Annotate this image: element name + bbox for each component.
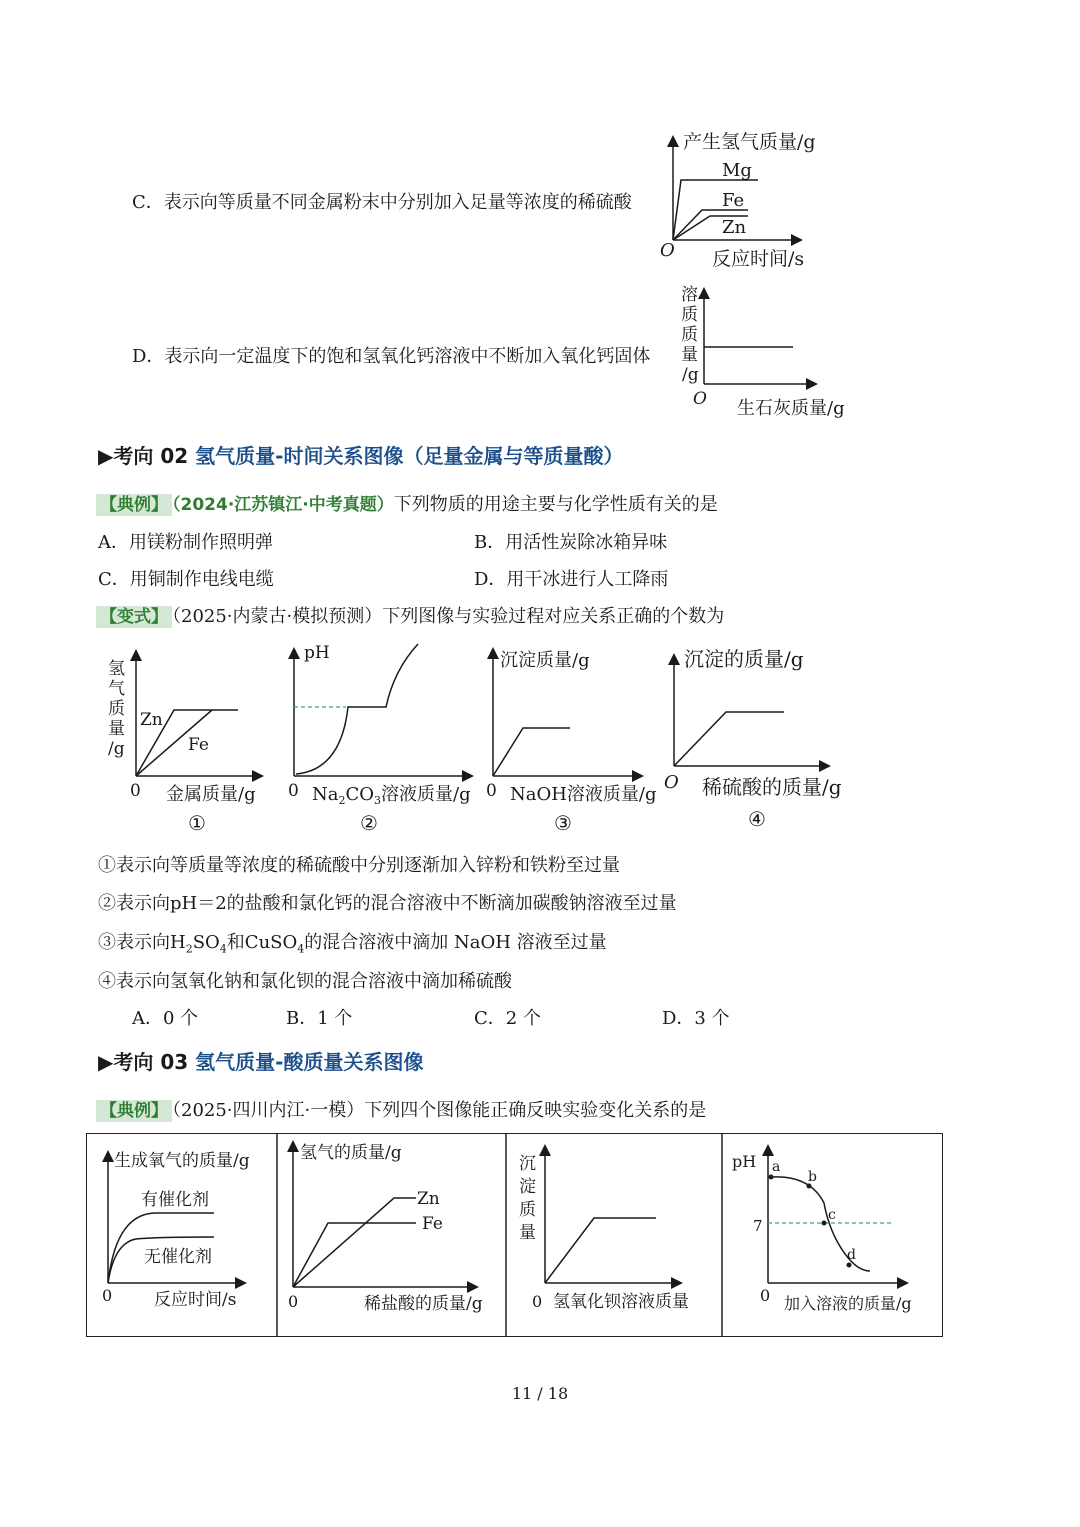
point-d (847, 1263, 852, 1268)
variant-tag: 【变式】 (96, 606, 172, 628)
label-a: a (772, 1159, 781, 1175)
option-b: B．用活性炭除冰箱异味 (474, 532, 668, 553)
tick-7: 7 (753, 1217, 763, 1235)
y-label-4: 量 (519, 1223, 536, 1243)
variant-source: （2025·内蒙古·模拟预测） (172, 606, 383, 627)
point-c (822, 1221, 827, 1226)
precipitate-line (674, 712, 784, 766)
label-c: c (828, 1207, 836, 1223)
panel-4 (732, 1147, 912, 1313)
precipitate-line (545, 1218, 656, 1283)
graph-optC (650, 120, 850, 275)
label-zn: Zn (140, 710, 163, 730)
label-mg: Mg (722, 160, 752, 181)
y-label-5: /g (682, 365, 699, 385)
page-number: 11 / 18 (511, 1384, 569, 1403)
graph-4 (664, 647, 842, 831)
option-c: C．用铜制作电线电缆 (98, 569, 274, 590)
example-source: （2024·江苏镇江·中考真题） (172, 495, 394, 515)
origin: O (664, 772, 679, 793)
option-a: A．用镁粉制作照明弹 (98, 532, 273, 553)
y-label: 氢气的质量/g (300, 1143, 402, 1163)
statement-3: ③表示向$H_2SO_4$和CuSO$_4$的混合溶液中滴加 NaOH 溶液至过量 (98, 932, 607, 956)
origin: 0 (486, 781, 497, 801)
graph-optD (675, 280, 865, 420)
example-1-question (96, 490, 718, 516)
option-c-text: C．表示向等质量不同金属粉末中分别加入足量等浓度的稀硫酸 (132, 192, 632, 213)
section-prefix: ▶考向 02 (98, 444, 189, 468)
x-label: 反应时间/s (712, 248, 805, 270)
panel-3 (519, 1147, 689, 1312)
x-label: 金属质量/g (166, 784, 256, 805)
y-label-3: 质 (681, 325, 698, 345)
precipitate-line (493, 728, 570, 776)
x-label: NaOH溶液质量/g (510, 784, 657, 805)
y-label-2: 淀 (519, 1177, 536, 1197)
y-label-5: /g (108, 739, 125, 759)
origin: 0 (102, 1286, 113, 1305)
example-tag: 【典例】 (96, 1100, 172, 1122)
variant-option-a: A．0 个 (132, 1008, 199, 1029)
graph-table-content (86, 1133, 943, 1337)
zn-line (293, 1198, 416, 1287)
y-label: 沉淀的质量/g (684, 647, 804, 671)
y-label-2: 质 (681, 305, 698, 325)
section-title: 氢气质量-酸质量关系图像 (195, 1050, 424, 1074)
point-a (769, 1175, 774, 1180)
label-no-catalyst: 无催化剂 (144, 1247, 212, 1267)
y-label: 产生氢气质量/g (683, 131, 816, 153)
y-label: 生成氧气的质量/g (114, 1151, 250, 1171)
graph-3 (486, 650, 657, 835)
graph-1 (108, 652, 261, 835)
graph-number: ④ (748, 807, 766, 831)
label-zn: Zn (417, 1189, 440, 1209)
y-label-3: 质 (519, 1200, 536, 1220)
label-zn: Zn (722, 217, 747, 238)
graph-number: ② (360, 811, 378, 835)
example-source: （2025·四川内江·一模） (172, 1100, 365, 1121)
origin: O (693, 389, 707, 409)
x-label: $Na_2CO_3$溶液质量/g (312, 784, 471, 807)
graph-2 (288, 643, 471, 835)
origin: 0 (130, 781, 141, 801)
section-03-heading (98, 1046, 423, 1075)
variant-question-text: 下列图像与实验过程对应关系正确的个数为 (382, 606, 725, 627)
label-fe: Fe (722, 190, 745, 211)
example-2-question (96, 1096, 706, 1122)
panel-2 (288, 1143, 483, 1314)
origin: 0 (288, 1292, 299, 1311)
graph-number: ③ (554, 811, 572, 835)
ph-curve (296, 644, 418, 774)
label-d: d (847, 1247, 856, 1263)
label-catalyst: 有催化剂 (141, 1190, 209, 1210)
y-label: pH (732, 1152, 757, 1171)
statement-1: ①表示向等质量等浓度的稀硫酸中分别逐渐加入锌粉和铁粉至过量 (98, 855, 620, 876)
y-label-2: 气 (108, 679, 125, 699)
y-label-4: 量 (681, 345, 698, 365)
x-label: 氢氧化钡溶液质量 (553, 1292, 689, 1312)
x-label: 反应时间/s (154, 1290, 237, 1310)
variant-option-d: D．3 个 (662, 1008, 730, 1029)
section-title: 氢气质量-时间关系图像（足量金属与等质量酸） (195, 444, 624, 468)
variant-graphs (96, 640, 856, 840)
variant-option-c: C．2 个 (474, 1008, 541, 1029)
x-label: 加入溶液的质量/g (784, 1294, 912, 1313)
label-fe: Fe (188, 735, 209, 755)
section-02-heading (98, 440, 623, 469)
y-label: 沉淀质量/g (500, 650, 590, 671)
label-b: b (808, 1169, 817, 1185)
statement-2: ②表示向pH＝2的盐酸和氯化钙的混合溶液中不断滴加碳酸钠溶液至过量 (98, 893, 677, 914)
x-label: 生石灰质量/g (737, 398, 845, 419)
label-fe: Fe (422, 1214, 443, 1234)
y-label-1: 氢 (108, 659, 125, 679)
y-label-1: 沉 (519, 1154, 536, 1174)
x-label: 稀硫酸的质量/g (702, 775, 842, 799)
x-label: 稀盐酸的质量/g (364, 1294, 483, 1314)
variant-option-b: B．1 个 (286, 1008, 353, 1029)
origin: 0 (760, 1286, 771, 1305)
example-question: 下列四个图像能正确反映实验变化关系的是 (364, 1100, 707, 1121)
origin: O (660, 240, 675, 261)
section-prefix: ▶考向 03 (98, 1050, 189, 1074)
panel-1 (102, 1151, 250, 1310)
variant-question (96, 602, 724, 628)
graph-number: ① (188, 811, 206, 835)
origin: 0 (288, 781, 299, 801)
statement-4: ④表示向氢氧化钠和氯化钡的混合溶液中滴加稀硫酸 (98, 971, 512, 992)
y-label-1: 溶 (681, 285, 698, 305)
option-d-text: D．表示向一定温度下的饱和氢氧化钙溶液中不断加入氧化钙固体 (132, 346, 651, 367)
option-d: D．用干冰进行人工降雨 (474, 569, 669, 590)
y-label: pH (304, 643, 330, 663)
example-question: 下列物质的用途主要与化学性质有关的是 (393, 494, 718, 515)
origin: 0 (532, 1292, 543, 1311)
y-label-4: 量 (108, 719, 125, 739)
y-label-3: 质 (108, 699, 125, 719)
example-tag: 【典例】 (96, 494, 172, 516)
